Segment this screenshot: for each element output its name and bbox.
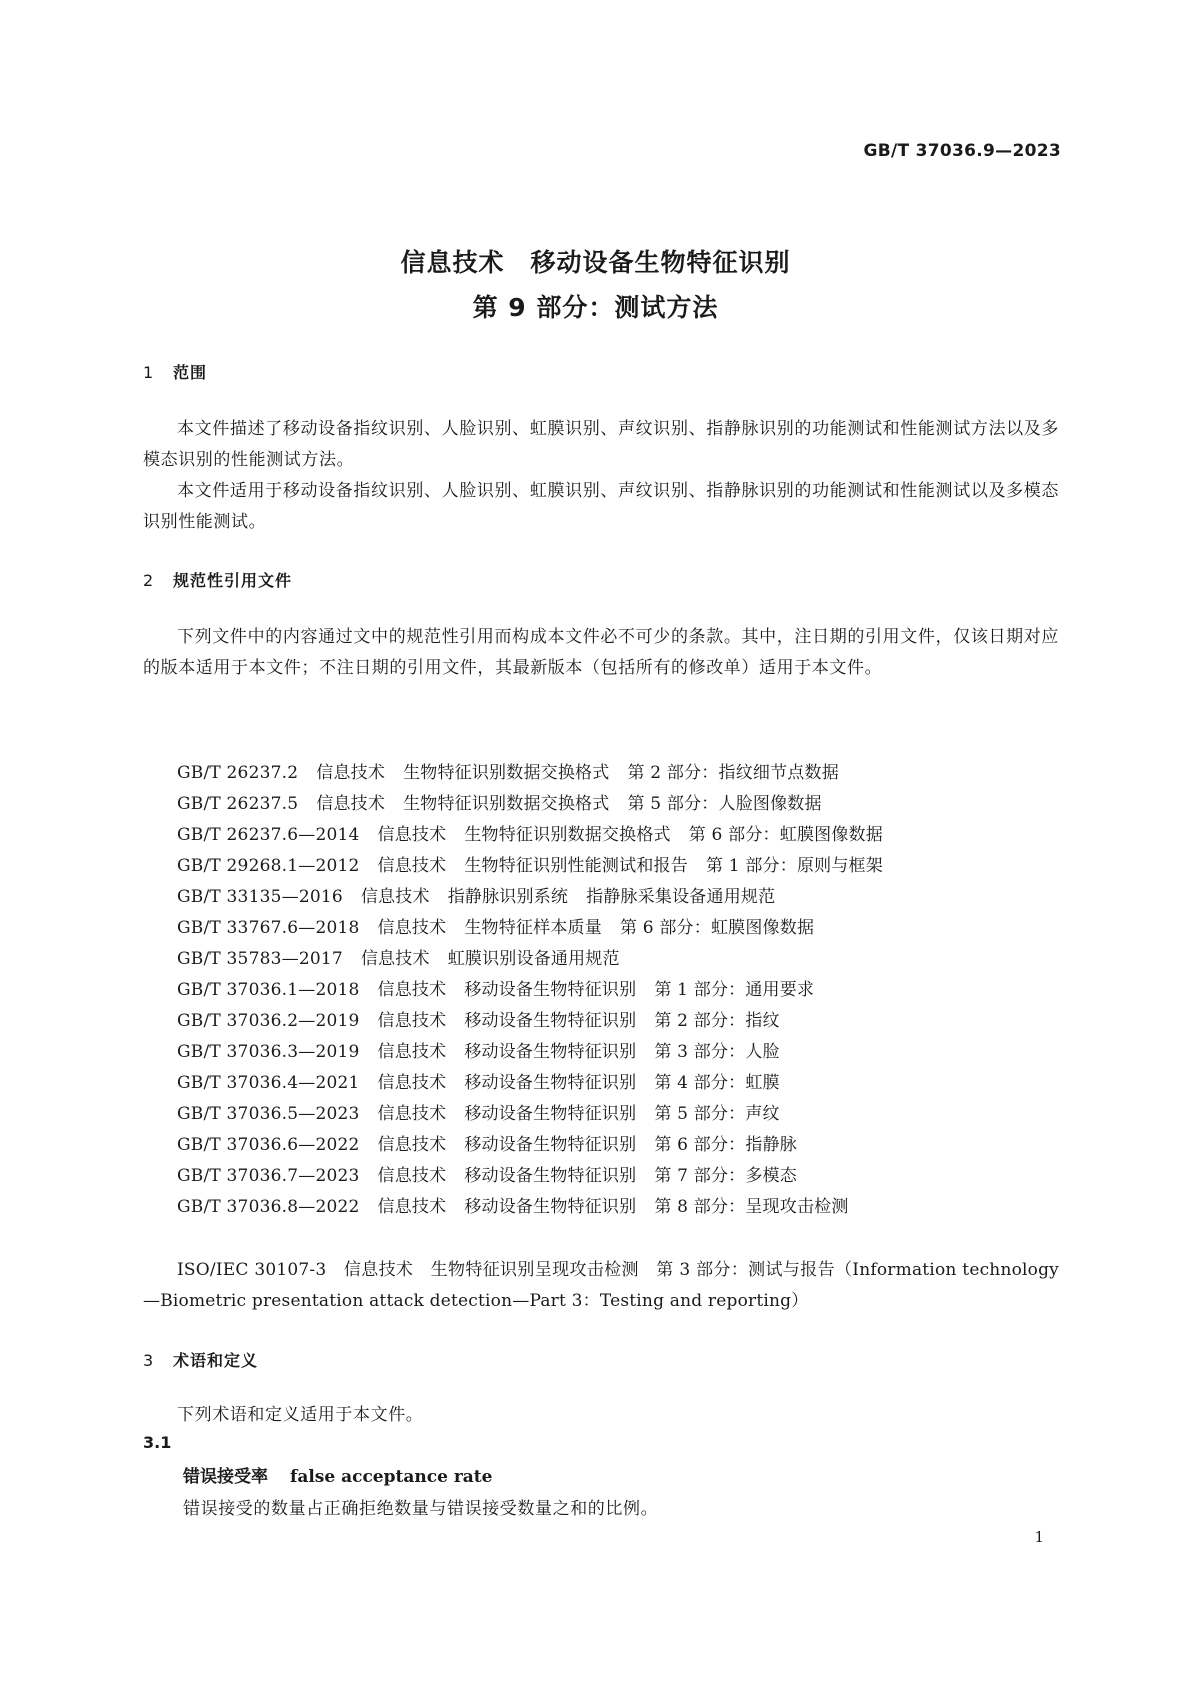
reference-item xyxy=(143,882,1059,913)
reference-list xyxy=(143,758,1059,1223)
document-title-line2: 第 9 部分：测试方法 xyxy=(472,293,719,322)
reference-item xyxy=(143,820,1059,851)
reference-part: 第 2 部分：指纹细节点数据 xyxy=(627,763,839,783)
section-title: 术语和定义 xyxy=(173,1351,259,1370)
reference-title: 移动设备生物特征识别 xyxy=(464,1073,637,1093)
reference-item xyxy=(143,975,1059,1006)
reference-part: 第 8 部分：呈现攻击检测 xyxy=(654,1197,849,1217)
reference-item xyxy=(143,1161,1059,1192)
reference-code: GB/T 37036.5—2023 xyxy=(177,1104,360,1124)
section-number: 1 xyxy=(143,363,155,382)
reference-domain: 信息技术 xyxy=(377,856,447,876)
reference-title: 移动设备生物特征识别 xyxy=(464,1104,637,1124)
reference-domain: 信息技术 xyxy=(377,1104,447,1124)
reference-part: 第 1 部分：通用要求 xyxy=(654,980,815,1000)
reference-title: 虹膜识别设备通用规范 xyxy=(447,949,620,969)
reference-item xyxy=(143,1006,1059,1037)
reference-part: 第 7 部分：多模态 xyxy=(654,1166,797,1186)
reference-part: 第 6 部分：指静脉 xyxy=(654,1135,797,1155)
section-3-heading xyxy=(143,1348,258,1371)
reference-title: 生物特征识别数据交换格式 xyxy=(403,794,610,814)
reference-domain: 信息技术 xyxy=(377,1135,447,1155)
reference-code: GB/T 37036.3—2019 xyxy=(177,1042,360,1062)
reference-item xyxy=(143,851,1059,882)
reference-domain: 信息技术 xyxy=(316,763,386,783)
reference-code: GB/T 33135—2016 xyxy=(177,887,343,907)
reference-title: 移动设备生物特征识别 xyxy=(464,1042,637,1062)
reference-part: 第 5 部分：人脸图像数据 xyxy=(627,794,822,814)
section-2-heading xyxy=(143,568,292,591)
reference-title: 移动设备生物特征识别 xyxy=(464,1135,637,1155)
reference-code: GB/T 29268.1—2012 xyxy=(177,856,360,876)
reference-part: 第 5 部分：声纹 xyxy=(654,1104,780,1124)
reference-code: GB/T 37036.1—2018 xyxy=(177,980,360,1000)
term-number: 3.1 xyxy=(143,1433,172,1452)
reference-code: GB/T 26237.6—2014 xyxy=(177,825,360,845)
reference-domain: 信息技术 xyxy=(377,918,447,938)
reference-title: 移动设备生物特征识别 xyxy=(464,1166,637,1186)
section-1-heading xyxy=(143,360,207,383)
reference-iso: ISO/IEC 30107-3 信息技术 生物特征识别呈现攻击检测 第 3 部分：测试与报告（Information technology—Biometric presentation attack detection—Part 3：Testing and reporting） xyxy=(143,1260,1059,1311)
reference-code: GB/T 37036.2—2019 xyxy=(177,1011,360,1031)
scope-paragraph-2: 本文件适用于移动设备指纹识别、人脸识别、虹膜识别、声纹识别、指静脉识别的功能测试和性能测试以及多模态识别性能测试。 xyxy=(143,481,1059,532)
reference-code: GB/T 35783—2017 xyxy=(177,949,343,969)
term-english: false acceptance rate xyxy=(290,1467,493,1487)
term-chinese: 错误接受率 xyxy=(183,1467,268,1487)
reference-title: 生物特征样本质量 xyxy=(464,918,602,938)
term-heading xyxy=(183,1462,492,1487)
reference-code: GB/T 26237.2 xyxy=(177,763,299,783)
reference-title: 指静脉识别系统 xyxy=(447,887,569,907)
reference-domain: 信息技术 xyxy=(360,887,430,907)
reference-code: GB/T 37036.4—2021 xyxy=(177,1073,360,1093)
reference-item xyxy=(143,1192,1059,1223)
reference-item xyxy=(143,1037,1059,1068)
reference-title: 生物特征识别性能测试和报告 xyxy=(464,856,688,876)
reference-domain: 信息技术 xyxy=(360,949,430,969)
reference-code: GB/T 37036.7—2023 xyxy=(177,1166,360,1186)
reference-item xyxy=(143,944,1059,975)
reference-code: GB/T 26237.5 xyxy=(177,794,299,814)
reference-part: 第 3 部分：人脸 xyxy=(654,1042,780,1062)
reference-domain: 信息技术 xyxy=(377,1166,447,1186)
reference-item xyxy=(143,789,1059,820)
reference-item xyxy=(143,1130,1059,1161)
reference-domain: 信息技术 xyxy=(377,825,447,845)
section-number: 3 xyxy=(143,1351,155,1370)
reference-title: 移动设备生物特征识别 xyxy=(464,1197,637,1217)
reference-item xyxy=(143,913,1059,944)
reference-part: 第 6 部分：虹膜图像数据 xyxy=(619,918,815,938)
section-title: 范围 xyxy=(173,363,208,382)
reference-domain: 信息技术 xyxy=(377,1011,447,1031)
references-intro: 下列文件中的内容通过文中的规范性引用而构成本文件必不可少的条款。其中，注日期的引用文件，仅该日期对应的版本适用于本文件；不注日期的引用文件，其最新版本（包括所有的修改单）适用于本文件。 xyxy=(143,627,1059,678)
reference-code: GB/T 37036.6—2022 xyxy=(177,1135,360,1155)
reference-item xyxy=(143,758,1059,789)
reference-part: 第 4 部分：虹膜 xyxy=(654,1073,780,1093)
reference-title: 生物特征识别数据交换格式 xyxy=(403,763,610,783)
reference-title: 生物特征识别数据交换格式 xyxy=(464,825,671,845)
reference-title: 移动设备生物特征识别 xyxy=(464,980,637,1000)
reference-code: GB/T 37036.8—2022 xyxy=(177,1197,360,1217)
scope-paragraph-1: 本文件描述了移动设备指纹识别、人脸识别、虹膜识别、声纹识别、指静脉识别的功能测试和性能测试方法以及多模态识别的性能测试方法。 xyxy=(143,419,1059,470)
reference-title: 移动设备生物特征识别 xyxy=(464,1011,637,1031)
term-definition: 错误接受的数量占正确拒绝数量与错误接受数量之和的比例。 xyxy=(183,1499,659,1519)
page-number: 1 xyxy=(1034,1528,1044,1546)
reference-part: 指静脉采集设备通用规范 xyxy=(586,887,776,907)
reference-domain: 信息技术 xyxy=(377,1042,447,1062)
reference-part: 第 2 部分：指纹 xyxy=(654,1011,780,1031)
reference-part: 第 6 部分：虹膜图像数据 xyxy=(688,825,883,845)
document-title-line1: 信息技术 移动设备生物特征识别 xyxy=(400,248,791,277)
reference-domain: 信息技术 xyxy=(316,794,386,814)
reference-domain: 信息技术 xyxy=(377,1073,447,1093)
reference-domain: 信息技术 xyxy=(377,980,447,1000)
section-title: 规范性引用文件 xyxy=(173,571,293,590)
reference-item xyxy=(143,1068,1059,1099)
section-number: 2 xyxy=(143,571,155,590)
reference-item xyxy=(143,1099,1059,1130)
reference-domain: 信息技术 xyxy=(377,1197,447,1217)
standard-number: GB/T 37036.9—2023 xyxy=(863,141,1061,161)
reference-code: GB/T 33767.6—2018 xyxy=(177,918,360,938)
reference-part: 第 1 部分：原则与框架 xyxy=(705,856,883,876)
terms-intro: 下列术语和定义适用于本文件。 xyxy=(177,1405,424,1425)
